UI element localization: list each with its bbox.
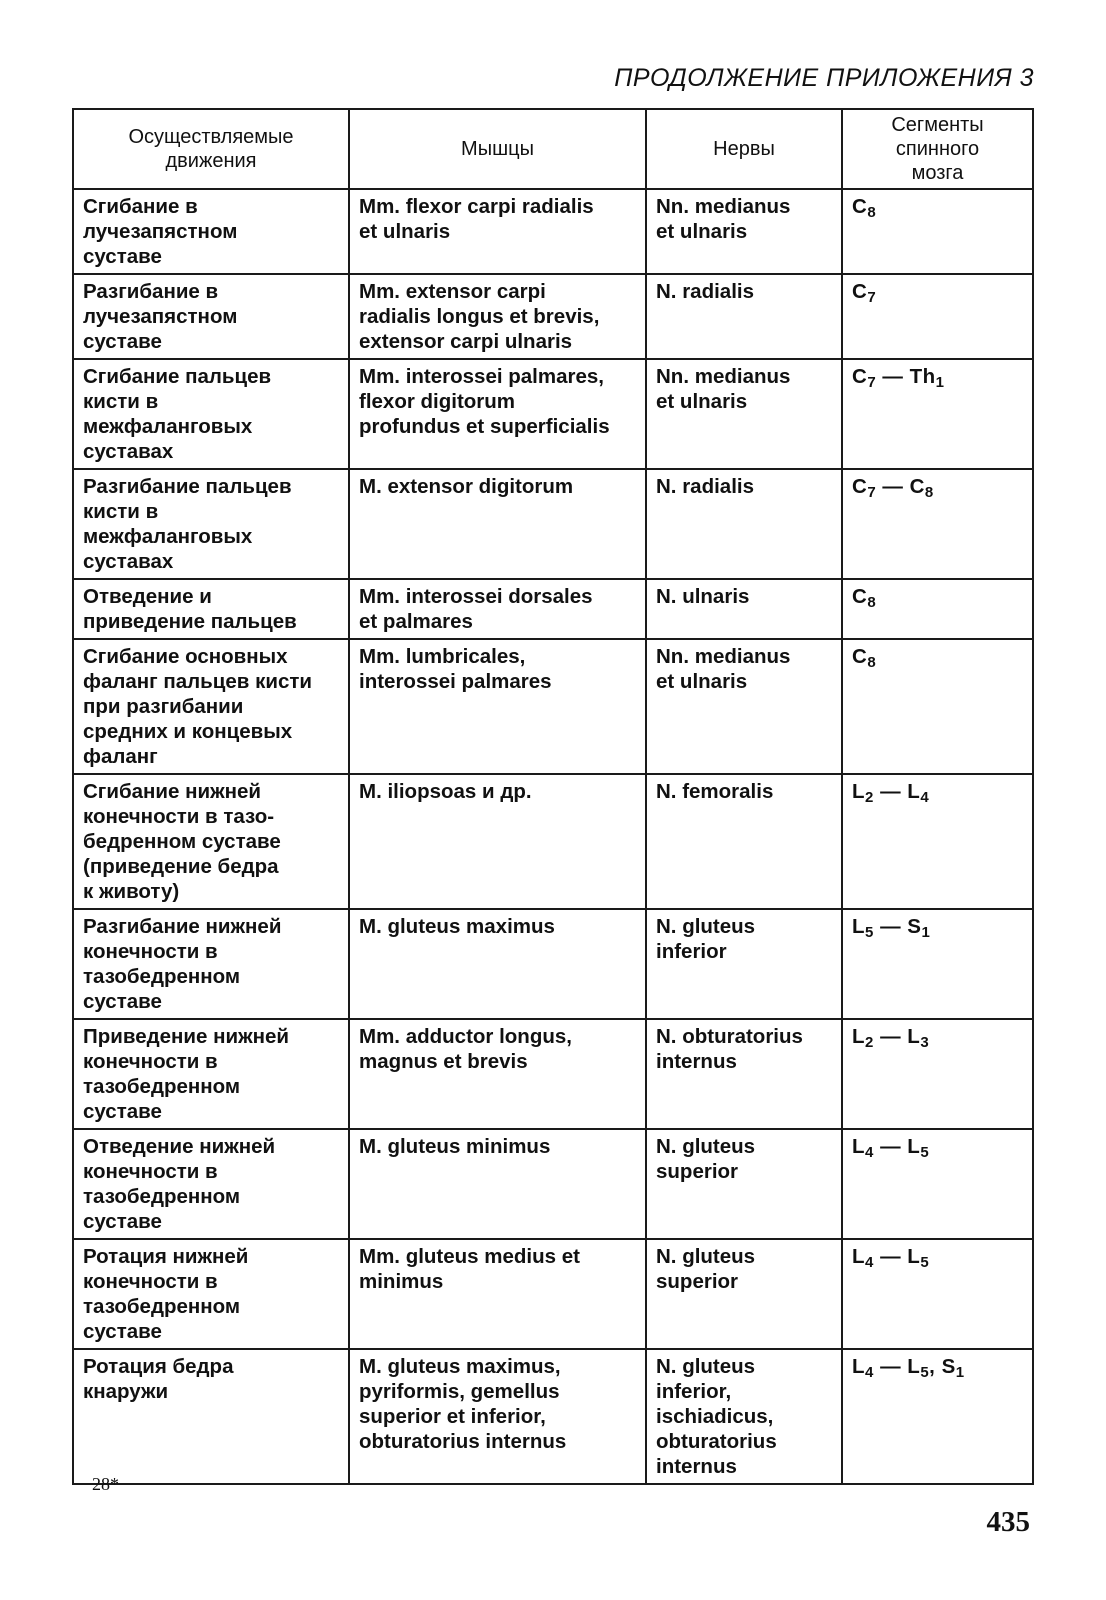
muscles-cell: Mm. gluteus medius et minimus (349, 1239, 646, 1349)
segment-separator: — (873, 1245, 908, 1268)
segment-letter: S (941, 1355, 956, 1378)
nerves-cell: N. radialis (646, 469, 842, 579)
segment-separator: — (873, 1025, 908, 1048)
table-row (73, 1239, 1033, 1349)
nerves-cell: Nn. medianus et ulnaris (646, 189, 842, 274)
column-header-muscles: Мышцы (349, 109, 646, 189)
table-body (73, 189, 1033, 1484)
segment-letter: L (907, 1245, 921, 1268)
segment-letter: L (907, 1355, 921, 1378)
segment-number: 7 (867, 484, 877, 501)
column-header-movements: Осуществляемые движения (73, 109, 349, 189)
muscles-cell: Mm. flexor carpi radialis et ulnaris (349, 189, 646, 274)
header-row (73, 109, 1033, 189)
nerves-cell: N. obturatorius internus (646, 1019, 842, 1129)
segment-number: 2 (865, 789, 874, 806)
segments-cell (842, 359, 1033, 469)
column-header-nerves: Нервы (646, 109, 842, 189)
segment-letter: L (852, 1025, 866, 1048)
nerves-cell: N. ulnaris (646, 579, 842, 639)
movement-cell: Разгибание нижней конечности в тазобедренном суставе (73, 909, 349, 1019)
printer-signature: 28* (92, 1474, 119, 1494)
movement-cell: Сгибание в лучезапястном суставе (73, 189, 349, 274)
table-row (73, 359, 1033, 469)
segment-number: 4 (865, 1144, 874, 1161)
segment-number: 8 (867, 204, 877, 221)
table-row (73, 469, 1033, 579)
segment-separator: — (876, 365, 910, 388)
table-row (73, 639, 1033, 774)
movement-cell: Ротация бедра кнаружи (73, 1349, 349, 1484)
segment-letter: C (852, 475, 868, 498)
movement-cell: Сгибание нижней конечности в тазо- бедренном суставе (приведение бедра к животу) (73, 774, 349, 909)
segment-separator: — (873, 1135, 908, 1158)
muscles-cell: M. gluteus maximus, pyriformis, gemellus superior et inferior, obturatorius internus (349, 1349, 646, 1484)
segments-cell (842, 579, 1033, 639)
movement-cell: Сгибание основных фаланг пальцев кисти при разгибании средних и концевых фаланг (73, 639, 349, 774)
table-row (73, 774, 1033, 909)
segment-letter: C (909, 475, 925, 498)
segment-number: 8 (867, 654, 877, 671)
table-row (73, 909, 1033, 1019)
segment-number: 8 (867, 594, 877, 611)
segment-separator: — (873, 780, 908, 803)
movement-cell: Отведение нижней конечности в тазобедренном суставе (73, 1129, 349, 1239)
table-row (73, 579, 1033, 639)
nerves-cell: N. gluteus inferior (646, 909, 842, 1019)
muscles-cell: Mm. extensor carpi radialis longus et brevis, extensor carpi ulnaris (349, 274, 646, 359)
segment-letter: C (852, 645, 868, 668)
segments-cell (842, 1129, 1033, 1239)
segment-number: 5 (865, 924, 874, 941)
segment-letter: L (907, 780, 921, 803)
segment-number: 7 (867, 374, 877, 391)
appendix-table (72, 108, 1034, 1485)
segment-number: 7 (867, 289, 877, 306)
segment-number: 1 (935, 374, 945, 391)
segment-number: 2 (865, 1034, 874, 1051)
muscles-cell: M. gluteus minimus (349, 1129, 646, 1239)
table-row (73, 1349, 1033, 1484)
segments-cell (842, 774, 1033, 909)
segment-letter: L (852, 915, 866, 938)
movement-cell: Разгибание в лучезапястном суставе (73, 274, 349, 359)
segments-cell (842, 469, 1033, 579)
muscles-cell: Mm. lumbricales, interossei palmares (349, 639, 646, 774)
segment-number: 8 (924, 484, 934, 501)
segment-letter: C (852, 195, 868, 218)
muscles-cell: M. iliopsoas и др. (349, 774, 646, 909)
nerves-cell: N. gluteus superior (646, 1239, 842, 1349)
segment-letter: Th (909, 365, 936, 388)
muscles-cell: Mm. interossei palmares, flexor digitorum profundus et superficialis (349, 359, 646, 469)
table-row (73, 189, 1033, 274)
running-title: ПРОДОЛЖЕНИЕ ПРИЛОЖЕНИЯ 3 (614, 64, 1034, 92)
segment-separator: — (876, 475, 910, 498)
movement-cell: Отведение и приведение пальцев (73, 579, 349, 639)
movement-cell: Ротация нижней конечности в тазобедренном суставе (73, 1239, 349, 1349)
table-row (73, 274, 1033, 359)
segment-letter: C (852, 280, 868, 303)
segment-letter: C (852, 585, 868, 608)
nerves-cell: N. gluteus superior (646, 1129, 842, 1239)
segments-cell (842, 909, 1033, 1019)
segment-letter: L (852, 1355, 866, 1378)
segments-cell (842, 189, 1033, 274)
page-number: 435 (986, 1506, 1030, 1538)
muscles-cell: M. extensor digitorum (349, 469, 646, 579)
segment-letter: L (907, 1025, 921, 1048)
movement-cell: Разгибание пальцев кисти в межфаланговых суставах (73, 469, 349, 579)
segment-letter: S (907, 915, 922, 938)
movement-cell: Приведение нижней конечности в тазобедренном суставе (73, 1019, 349, 1129)
segment-letter: L (907, 1135, 921, 1158)
table-header (73, 109, 1033, 189)
segment-number: 5 (920, 1364, 930, 1381)
nerves-cell: Nn. medianus et ulnaris (646, 359, 842, 469)
segments-cell (842, 639, 1033, 774)
segment-number: 5 (920, 1144, 930, 1161)
table-row (73, 1019, 1033, 1129)
segment-separator: , (929, 1355, 942, 1378)
movement-cell: Сгибание пальцев кисти в межфаланговых суставах (73, 359, 349, 469)
nerves-cell: N. femoralis (646, 774, 842, 909)
table-row (73, 1129, 1033, 1239)
nerves-cell: N. radialis (646, 274, 842, 359)
muscles-cell: Mm. adductor longus, magnus et brevis (349, 1019, 646, 1129)
segment-number: 1 (955, 1364, 965, 1381)
segment-number: 4 (865, 1254, 874, 1271)
segment-number: 1 (921, 924, 931, 941)
column-header-segments: Сегменты спинного мозга (842, 109, 1033, 189)
segment-letter: L (852, 1135, 866, 1158)
segment-letter: L (852, 780, 866, 803)
segment-number: 3 (920, 1034, 930, 1051)
nerves-cell: Nn. medianus et ulnaris (646, 639, 842, 774)
segments-cell (842, 1349, 1033, 1484)
segment-letter: L (852, 1245, 866, 1268)
muscles-cell: M. gluteus maximus (349, 909, 646, 1019)
muscles-cell: Mm. interossei dorsales et palmares (349, 579, 646, 639)
segment-separator: — (873, 915, 908, 938)
nerves-cell: N. gluteus inferior, ischiadicus, obturatorius internus (646, 1349, 842, 1484)
segment-letter: C (852, 365, 868, 388)
segments-cell (842, 1019, 1033, 1129)
segments-cell (842, 274, 1033, 359)
segment-number: 5 (920, 1254, 930, 1271)
segment-number: 4 (920, 789, 930, 806)
segment-number: 4 (865, 1364, 874, 1381)
segment-separator: — (873, 1355, 908, 1378)
segments-cell (842, 1239, 1033, 1349)
